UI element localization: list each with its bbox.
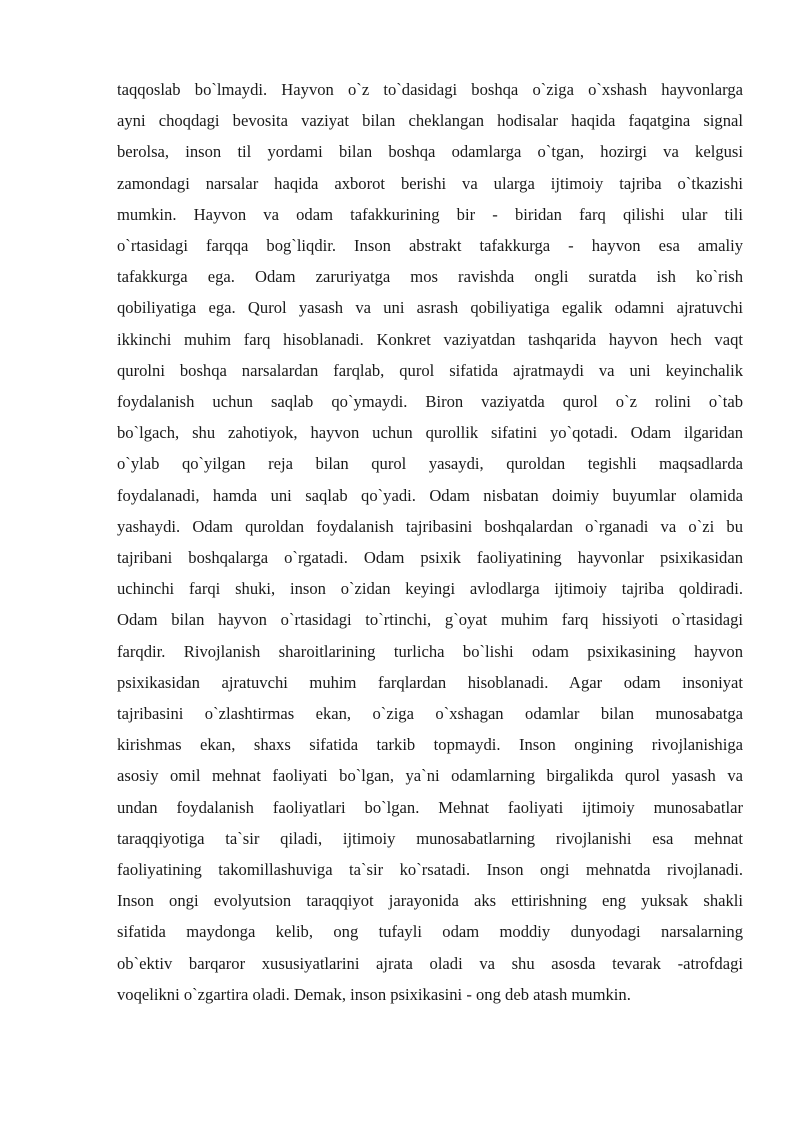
text-line: Odam bilan hayvon o`rtasidagi to`rtinchi, g`oyat muhim farq hissiyoti o`rtasidagi (117, 610, 743, 630)
text-line: qobiliyatiga ega. Qurol yasash va uni asrash qobiliyatiga egalik odamni ajratuvchi (117, 298, 743, 318)
text-line: ob`ektiv barqaror xususiyatlarini ajrata oladi va shu asosda tevarak -atrofdagi (117, 953, 743, 973)
text-line: berolsa, inson til yordami bilan boshqa odamlarga o`tgan, hozirgi va kelgusi (117, 142, 743, 162)
text-line: yashaydi. Odam quroldan foydalanish tajribasini boshqalardan o`rganadi va o`zi bu (117, 516, 743, 536)
text-line: farqdir. Rivojlanish sharoitlarining turlicha bo`lishi odam psixikasining hayvon (117, 641, 743, 661)
text-line: tajribani boshqalarga o`rgatadi. Odam psixik faoliyatining hayvonlar psixikasidan (117, 548, 743, 568)
text-line: qurolni boshqa narsalardan farqlab, qurol sifatida ajratmaydi va uni keyinchalik (117, 360, 743, 380)
text-line: taqqoslab bo`lmaydi. Hayvon o`z to`dasidagi boshqa o`ziga o`xshash hayvonlarga (117, 80, 743, 99)
text-line: ayni choqdagi bevosita vaziyat bilan cheklangan hodisalar haqida faqatgina signal (117, 111, 743, 131)
text-line: kirishmas ekan, shaxs sifatida tarkib topmaydi. Inson ongining rivojlanishiga (117, 735, 743, 755)
text-line: foydalanadi, hamda uni saqlab qo`yadi. Odam nisbatan doimiy buyumlar olamida (117, 485, 743, 505)
text-line: psixikasidan ajratuvchi muhim farqlardan hisoblanadi. Agar odam insoniyat (117, 672, 743, 692)
body-paragraph (117, 74, 743, 1010)
text-line: uchinchi farqi shuki, inson o`zidan keyingi avlodlarga ijtimoiy tajriba qoldiradi. (117, 579, 743, 599)
text-line: foydalanish uchun saqlab qo`ymaydi. Biron vaziyatda qurol o`z rolini o`tab (117, 392, 743, 412)
text-line: voqelikni o`zgartira oladi. Demak, inson psixikasini - ong deb atash mumkin. (117, 984, 631, 1004)
text-line: Inson ongi evolyutsion taraqqiyot jarayonida aks ettirishning eng yuksak shakli (117, 891, 743, 911)
text-line: zamondagi narsalar haqida axborot berishi va ularga ijtimoiy tajriba o`tkazishi (117, 173, 743, 193)
text-line: o`rtasidagi farqqa bog`liqdir. Inson abstrakt tafakkurga - hayvon esa amaliy (117, 236, 743, 256)
text-line: sifatida maydonga kelib, ong tufayli odam moddiy dunyodagi narsalarning (117, 922, 743, 942)
text-line: tajribasini o`zlashtirmas ekan, o`ziga o`xshagan odamlar bilan munosabatga (117, 704, 743, 724)
text-line: faoliyatining takomillashuviga ta`sir ko`rsatadi. Inson ongi mehnatda rivojlanadi. (117, 860, 743, 880)
text-line: undan foydalanish faoliyatlari bo`lgan. Mehnat faoliyati ijtimoiy munosabatlar (117, 797, 743, 817)
text-line: ikkinchi muhim farq hisoblanadi. Konkret vaziyatdan tashqarida hayvon hech vaqt (117, 329, 743, 349)
text-line: asosiy omil mehnat faoliyati bo`lgan, ya`ni odamlarning birgalikda qurol yasash va (117, 766, 743, 786)
text-line: mumkin. Hayvon va odam tafakkurining bir - biridan farq qilishi ular tili (117, 204, 743, 224)
text-line: taraqqiyotiga ta`sir qiladi, ijtimoiy munosabatlarning rivojlanishi esa mehnat (117, 828, 743, 848)
text-line: tafakkurga ega. Odam zaruriyatga mos ravishda ongli suratda ish ko`rish (117, 267, 743, 287)
text-line: bo`lgach, shu zahotiyok, hayvon uchun qurollik sifatini yo`qotadi. Odam ilgaridan (117, 423, 743, 443)
text-line: o`ylab qo`yilgan reja bilan qurol yasaydi, quroldan tegishli maqsadlarda (117, 454, 743, 474)
